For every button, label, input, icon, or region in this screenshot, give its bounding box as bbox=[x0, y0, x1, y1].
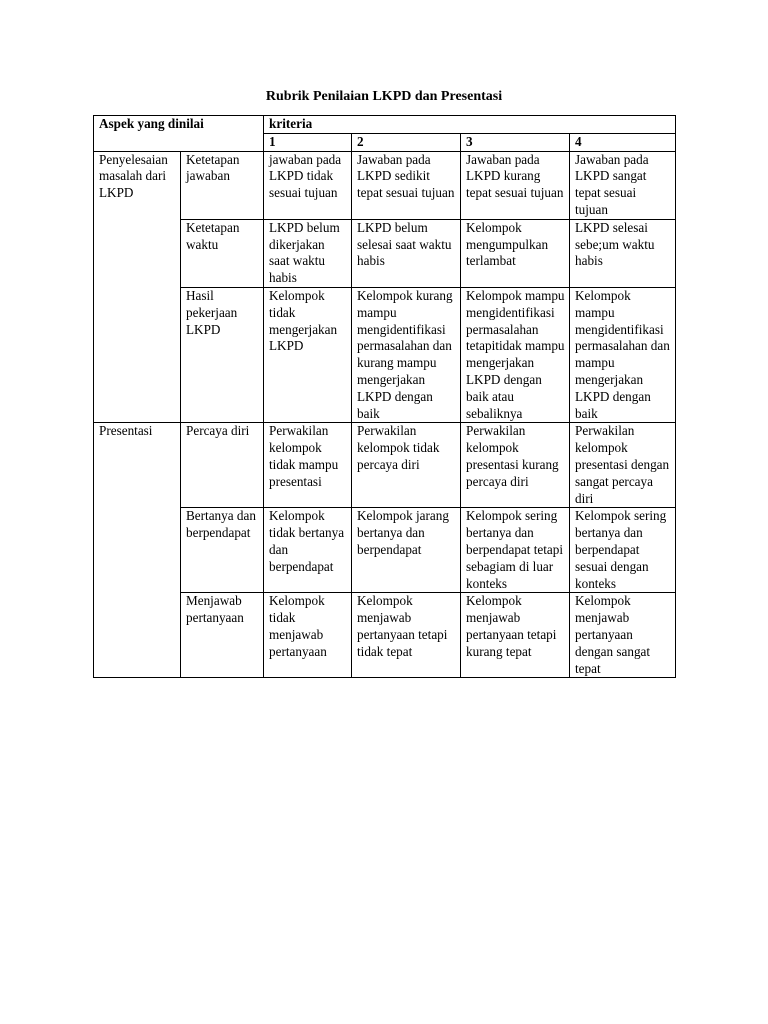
table-row bbox=[94, 593, 676, 678]
criteria-cell: Perwakilan kelompok presentasi dengan sangat percaya diri bbox=[570, 423, 676, 508]
criteria-cell: Kelompok jarang bertanya dan berpendapat bbox=[352, 508, 461, 593]
criteria-cell: Kelompok menjawab pertanyaan tetapi tidak tepat bbox=[352, 593, 461, 678]
criteria-cell: Kelompok mengumpulkan terlambat bbox=[461, 219, 570, 287]
table-row bbox=[94, 423, 676, 508]
criteria-cell: LKPD belum dikerjakan saat waktu habis bbox=[264, 219, 352, 287]
aspect-cell: Penyelesaian masalah dari LKPD bbox=[94, 151, 181, 423]
header-row bbox=[94, 116, 676, 134]
level-header: 4 bbox=[570, 133, 676, 151]
level-header: 2 bbox=[352, 133, 461, 151]
criteria-cell: Kelompok tidak bertanya dan berpendapat bbox=[264, 508, 352, 593]
criteria-cell: Perwakilan kelompok tidak percaya diri bbox=[352, 423, 461, 508]
criteria-cell: jawaban pada LKPD tidak sesuai tujuan bbox=[264, 151, 352, 219]
criteria-cell: Kelompok tidak mengerjakan LKPD bbox=[264, 287, 352, 422]
table-row bbox=[94, 287, 676, 422]
criteria-cell: Perwakilan kelompok presentasi kurang percaya diri bbox=[461, 423, 570, 508]
criteria-cell: Kelompok mampu mengidentifikasi permasalahan dan mampu mengerjakan LKPD dengan baik bbox=[570, 287, 676, 422]
criteria-header: kriteria bbox=[264, 116, 676, 134]
sub-aspect-cell: Bertanya dan berpendapat bbox=[181, 508, 264, 593]
sub-aspect-cell: Percaya diri bbox=[181, 423, 264, 508]
aspect-header: Aspek yang dinilai bbox=[94, 116, 264, 152]
criteria-cell: Kelompok kurang mampu mengidentifikasi permasalahan dan kurang mampu mengerjakan LKPD dengan baik bbox=[352, 287, 461, 422]
table-row bbox=[94, 151, 676, 219]
criteria-cell: Perwakilan kelompok tidak mampu presentasi bbox=[264, 423, 352, 508]
criteria-cell: Kelompok sering bertanya dan berpendapat sesuai dengan konteks bbox=[570, 508, 676, 593]
sub-aspect-cell: Ketetapan waktu bbox=[181, 219, 264, 287]
level-header: 1 bbox=[264, 133, 352, 151]
criteria-cell: Kelompok mampu mengidentifikasi permasalahan tetapitidak mampu mengerjakan LKPD dengan baik atau sebaliknya bbox=[461, 287, 570, 422]
sub-aspect-cell: Ketetapan jawaban bbox=[181, 151, 264, 219]
sub-aspect-cell: Hasil pekerjaan LKPD bbox=[181, 287, 264, 422]
criteria-cell: Kelompok sering bertanya dan berpendapat tetapi sebagiam di luar konteks bbox=[461, 508, 570, 593]
criteria-cell: LKPD selesai sebe;um waktu habis bbox=[570, 219, 676, 287]
criteria-cell: Kelompok menjawab pertanyaan dengan sangat tepat bbox=[570, 593, 676, 678]
table-row bbox=[94, 219, 676, 287]
criteria-cell: Jawaban pada LKPD kurang tepat sesuai tujuan bbox=[461, 151, 570, 219]
aspect-cell: Presentasi bbox=[94, 423, 181, 678]
sub-aspect-cell: Menjawab pertanyaan bbox=[181, 593, 264, 678]
criteria-cell: Kelompok tidak menjawab pertanyaan bbox=[264, 593, 352, 678]
document-title: Rubrik Penilaian LKPD dan Presentasi bbox=[265, 89, 503, 104]
criteria-cell: Kelompok menjawab pertanyaan tetapi kurang tepat bbox=[461, 593, 570, 678]
table-row bbox=[94, 508, 676, 593]
level-header: 3 bbox=[461, 133, 570, 151]
criteria-cell: LKPD belum selesai saat waktu habis bbox=[352, 219, 461, 287]
rubric-table bbox=[93, 115, 676, 678]
criteria-cell: Jawaban pada LKPD sangat tepat sesuai tujuan bbox=[570, 151, 676, 219]
criteria-cell: Jawaban pada LKPD sedikit tepat sesuai tujuan bbox=[352, 151, 461, 219]
